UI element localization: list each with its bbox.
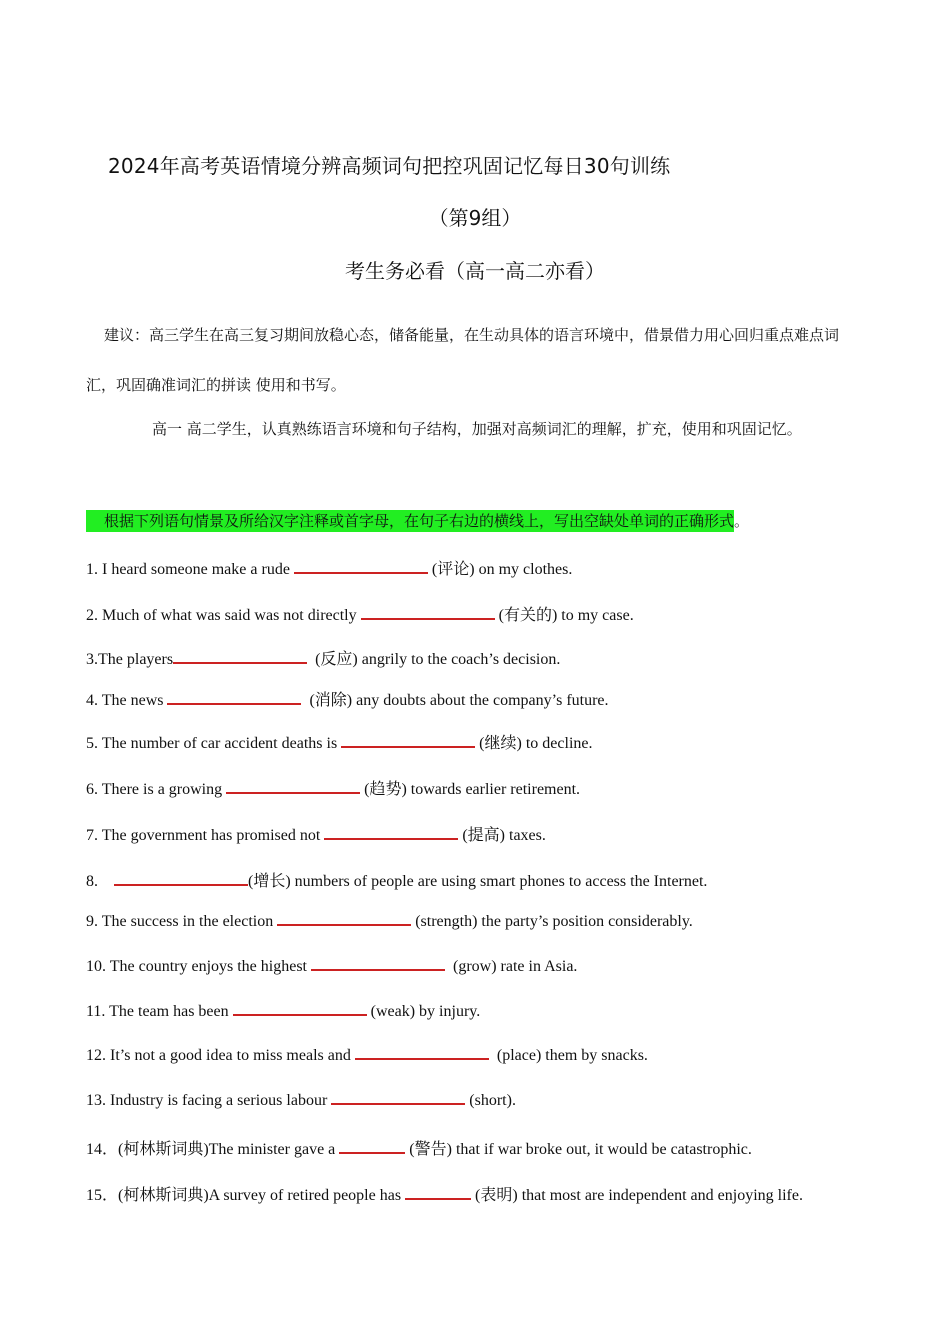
document-title: 2024年高考英语情境分辨高频词句把控巩固记忆每日30句训练 — [108, 154, 671, 178]
answer-blank[interactable] — [233, 1013, 367, 1016]
answer-blank[interactable] — [294, 571, 428, 574]
question-text-after: on my clothes. — [474, 561, 573, 578]
question-5 — [86, 730, 592, 753]
question-text-after: to decline. — [521, 735, 593, 752]
question-text-after: any doubts about the company’s future. — [352, 692, 609, 709]
question-11 — [86, 1003, 480, 1021]
question-7 — [86, 822, 546, 845]
question-hint: (提高) — [462, 827, 505, 844]
instruction-line — [86, 510, 749, 531]
question-text-after: taxes. — [505, 827, 546, 844]
question-8 — [86, 868, 707, 891]
question-hint: (strength) — [415, 913, 478, 930]
question-text-after: . — [511, 1092, 516, 1109]
answer-blank[interactable] — [173, 661, 307, 664]
answer-blank[interactable] — [167, 702, 301, 705]
advice-paragraph-junior: 高一 高二学生，认真熟练语言环境和句子结构，加强对高频词汇的理解，扩充，使用和巩固记忆。 — [152, 420, 802, 438]
answer-blank[interactable] — [114, 883, 248, 886]
question-13 — [86, 1092, 516, 1110]
question-hint: (grow) — [449, 958, 497, 975]
instruction-highlight: 根据下列语句情景及所给汉字注释或首字母，在句子右边的横线上，写出空缺处单词的正确形式 — [86, 510, 734, 532]
question-text-before: 14．(柯林斯词典)The minister gave a — [86, 1141, 336, 1158]
question-text-before: 4. The news — [86, 692, 164, 709]
question-text-after: to my case. — [557, 607, 634, 624]
question-text-before: 11. The team has been — [86, 1003, 229, 1020]
question-10 — [86, 958, 577, 976]
question-9 — [86, 913, 693, 931]
question-text-before: 2. Much of what was said was not directly — [86, 607, 357, 624]
question-text-before: 9. The success in the election — [86, 913, 274, 930]
question-12 — [86, 1047, 648, 1065]
question-text-before: 6. There is a growing — [86, 781, 223, 798]
answer-blank[interactable] — [355, 1057, 489, 1060]
question-text-after: towards earlier retirement. — [406, 781, 581, 798]
question-text-before: 3.The players — [86, 651, 174, 668]
advice-paragraph-senior: 建议：高三学生在高三复习期间放稳心态，储备能量，在生动具体的语言环境中，借景借力用心回归重点难点词汇，巩固确准词汇的拼读 使用和书写。 — [86, 326, 840, 394]
question-4 — [86, 687, 609, 710]
answer-blank[interactable] — [324, 837, 458, 840]
document-subtitle-audience: 考生务必看（高一高二亦看） — [345, 259, 605, 283]
answer-blank[interactable] — [331, 1102, 465, 1105]
answer-blank[interactable] — [361, 617, 495, 620]
instruction-period: 。 — [734, 512, 750, 530]
question-hint: (place) — [492, 1047, 542, 1064]
question-hint: (有关的) — [498, 607, 558, 624]
question-text-after: the party’s position considerably. — [477, 913, 693, 930]
question-text-after: rate in Asia. — [496, 958, 578, 975]
question-hint: (增长) — [248, 873, 291, 890]
question-hint: (警告) — [409, 1141, 452, 1158]
question-text-after: that if war broke out, it would be catastrophic. — [451, 1141, 752, 1158]
question-hint: (weak) — [370, 1003, 416, 1020]
question-text-before: 5. The number of car accident deaths is — [86, 735, 338, 752]
answer-blank[interactable] — [405, 1197, 471, 1200]
question-text-before: 15．(柯林斯词典)A survey of retired people has — [86, 1187, 402, 1204]
question-6 — [86, 776, 580, 799]
question-hint: (趋势) — [364, 781, 407, 798]
question-text-after: by injury. — [415, 1003, 481, 1020]
question-text-before: 13. Industry is facing a serious labour — [86, 1092, 328, 1109]
question-text-before: 7. The government has promised not — [86, 827, 321, 844]
question-text-before: 8. — [86, 873, 102, 890]
question-2 — [86, 602, 634, 625]
document-subtitle-group: （第9组） — [428, 206, 522, 230]
answer-blank[interactable] — [341, 745, 475, 748]
question-text-before: 12. It’s not a good idea to miss meals and — [86, 1047, 351, 1064]
question-3 — [86, 646, 560, 669]
question-14 — [86, 1136, 752, 1159]
question-hint: (表明) — [475, 1187, 518, 1204]
question-hint: (short) — [469, 1092, 512, 1109]
question-text-after: numbers of people are using smart phones to access the Internet. — [290, 873, 708, 890]
question-1 — [86, 556, 572, 579]
question-hint: (反应) — [311, 651, 358, 668]
question-hint: (评论) — [431, 561, 475, 578]
answer-blank[interactable] — [311, 968, 445, 971]
answer-blank[interactable] — [226, 791, 360, 794]
question-text-after: angrily to the coach’s decision. — [357, 651, 561, 668]
question-hint: (继续) — [479, 735, 522, 752]
question-text-after: that most are independent and enjoying life. — [517, 1187, 803, 1204]
answer-blank[interactable] — [277, 923, 411, 926]
question-text-after: them by snacks. — [541, 1047, 648, 1064]
answer-blank[interactable] — [339, 1151, 405, 1154]
question-hint: (消除) — [305, 692, 353, 709]
question-text-before: 10. The country enjoys the highest — [86, 958, 307, 975]
question-15 — [86, 1182, 803, 1205]
question-text-before: 1. I heard someone make a rude — [86, 561, 290, 578]
